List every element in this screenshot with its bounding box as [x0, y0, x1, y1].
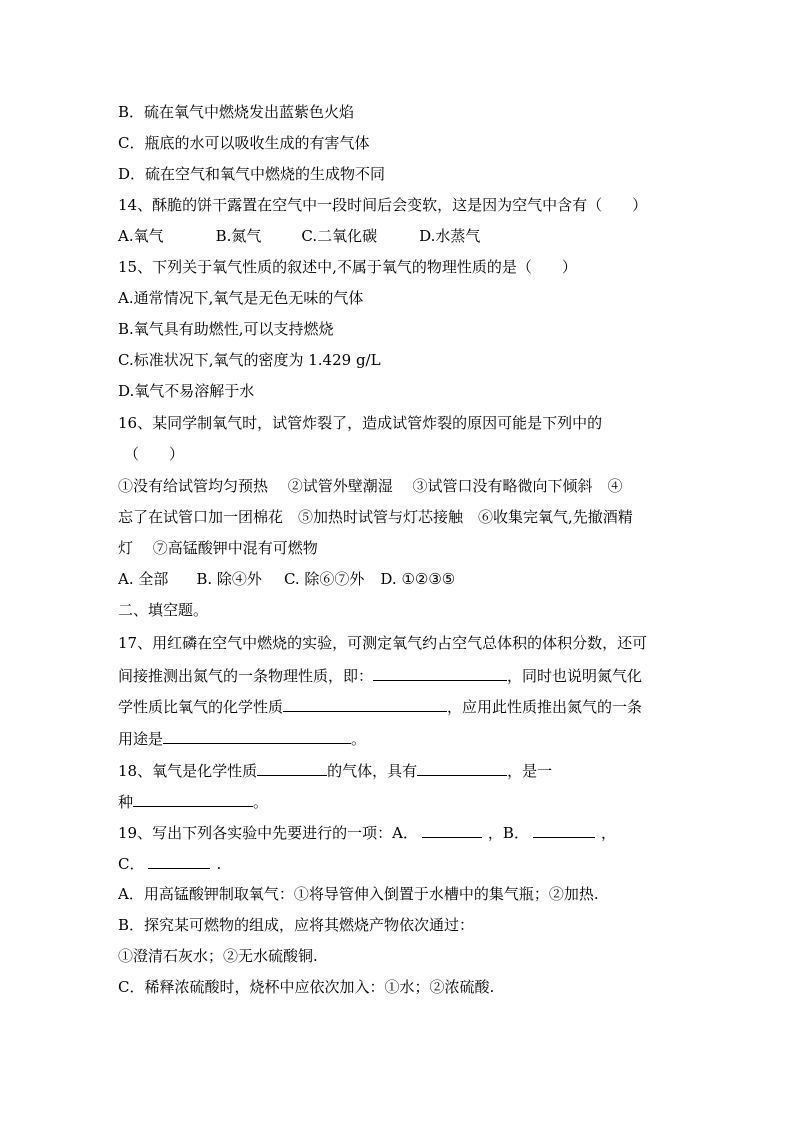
q14-option-d: D.水蒸气 [419, 227, 481, 245]
q17-blank-2[interactable] [283, 696, 447, 712]
q19-line2-tail: . [216, 855, 222, 873]
q19-line1-text: 19、写出下列各实验中先要进行的一项：A． [118, 824, 418, 842]
q16-option-b: B. 除④外 [196, 570, 262, 588]
q14-option-a: A.氧气 [118, 227, 164, 245]
q17-blank-3[interactable] [163, 728, 351, 744]
q15-option-b: B.氧气具有助燃性,可以支持燃烧 [118, 320, 334, 338]
q18-line1-mid: 的气体，具有 [327, 762, 418, 780]
q15-option-a: A.通常情况下,氧气是无色无味的气体 [118, 289, 364, 307]
q19-option-a: A．用高锰酸钾制取氧气：①将导管伸入倒置于水槽中的集气瓶；②加热. [118, 885, 599, 903]
q16-option-c: C. 除⑥⑦外 [283, 570, 365, 588]
q13-option-d: D．硫在空气和氧气中燃烧的生成物不同 [118, 165, 386, 183]
q16-option-d: D. ①②③⑤ [380, 570, 456, 588]
q17-line2-text: 间接推测出氮气的一条物理性质，即： [118, 667, 374, 685]
q18-blank-3[interactable] [133, 791, 253, 807]
q18-line1 [118, 760, 552, 780]
q16-items-line3: 灯 ⑦高锰酸钾中混有可燃物 [118, 539, 318, 557]
q19-line2 [118, 853, 221, 873]
q14-options [118, 226, 480, 246]
q17-line2 [118, 665, 642, 685]
q19-line1-tail: ， [600, 824, 616, 842]
q13-option-c: C．瓶底的水可以吸收生成的有害气体 [118, 134, 370, 152]
q17-blank-1[interactable] [373, 665, 507, 681]
q18-blank-1[interactable] [257, 760, 327, 776]
q14-option-c: C.二氧化碳 [301, 227, 378, 245]
q19-line1-mid: ，B． [487, 824, 529, 842]
q16-option-a: A. 全部 [118, 570, 169, 588]
q17-line4 [118, 728, 366, 748]
q19-option-b: B．探究某可燃物的组成，应将其燃烧产物依次通过： [118, 916, 475, 934]
q19-option-c: C．稀释浓硫酸时，烧杯中应依次加入：①水；②浓硫酸. [118, 978, 495, 996]
q16-items-line1: ①没有给试管均匀预热 ②试管外壁潮湿 ③试管口没有略微向下倾斜 ④ [118, 477, 623, 495]
q17-line3-tail: ，应用此性质推出氮气的一条 [447, 698, 643, 716]
section-heading-fill-in: 二、填空题。 [118, 601, 209, 619]
q18-line1-tail: ，是一 [507, 762, 553, 780]
q18-line2-text: 种 [118, 793, 134, 811]
q16-items-line2: 忘了在试管口加一团棉花 ⑤加热时试管与灯芯接触 ⑥收集完氧气,先撤酒精 [118, 508, 633, 526]
q13-option-b: B．硫在氧气中燃烧发出蓝紫色火焰 [118, 103, 355, 121]
q17-line3 [118, 696, 642, 716]
q18-line2-tail: 。 [253, 793, 269, 811]
q14-stem: 14、酥脆的饼干露置在空气中一段时间后会变软，这是因为空气中含有（ ） [118, 196, 648, 214]
q18-blank-2[interactable] [417, 760, 507, 776]
q15-option-c: C.标准状况下,氧气的密度为 1.429 g/L [118, 351, 381, 369]
q18-line2 [118, 791, 268, 811]
q17-line4-tail: 。 [351, 730, 367, 748]
q19-option-b-detail: ①澄清石灰水；②无水硫酸铜. [118, 947, 318, 965]
q19-blank-a[interactable] [422, 822, 482, 838]
q15-option-d: D.氧气不易溶解于水 [118, 382, 255, 400]
q14-option-b: B.氮气 [215, 227, 262, 245]
q17-line2-tail: ，同时也说明氮气化 [507, 667, 643, 685]
q15-stem: 15、下列关于氧气性质的叙述中,不属于氧气的物理性质的是（ ） [118, 258, 577, 276]
q19-line2-text: C． [118, 855, 145, 873]
q17-line3-text: 学性质比氧气的化学性质 [118, 698, 284, 716]
q16-stem: 16、某同学制氧气时，试管炸裂了，造成试管炸裂的原因可能是下列中的 [118, 414, 603, 432]
q16-options [118, 569, 455, 589]
q19-line1 [118, 822, 616, 842]
q17-line4-text: 用途是 [118, 730, 164, 748]
q19-blank-c[interactable] [148, 853, 210, 869]
q19-blank-b[interactable] [533, 822, 595, 838]
q17-line1: 17、用红磷在空气中燃烧的实验，可测定氧气约占空气总体积的体积分数，还可 [118, 634, 648, 652]
q16-bracket: （ ） [124, 445, 185, 463]
q18-line1-text: 18、氧气是化学性质 [118, 762, 258, 780]
